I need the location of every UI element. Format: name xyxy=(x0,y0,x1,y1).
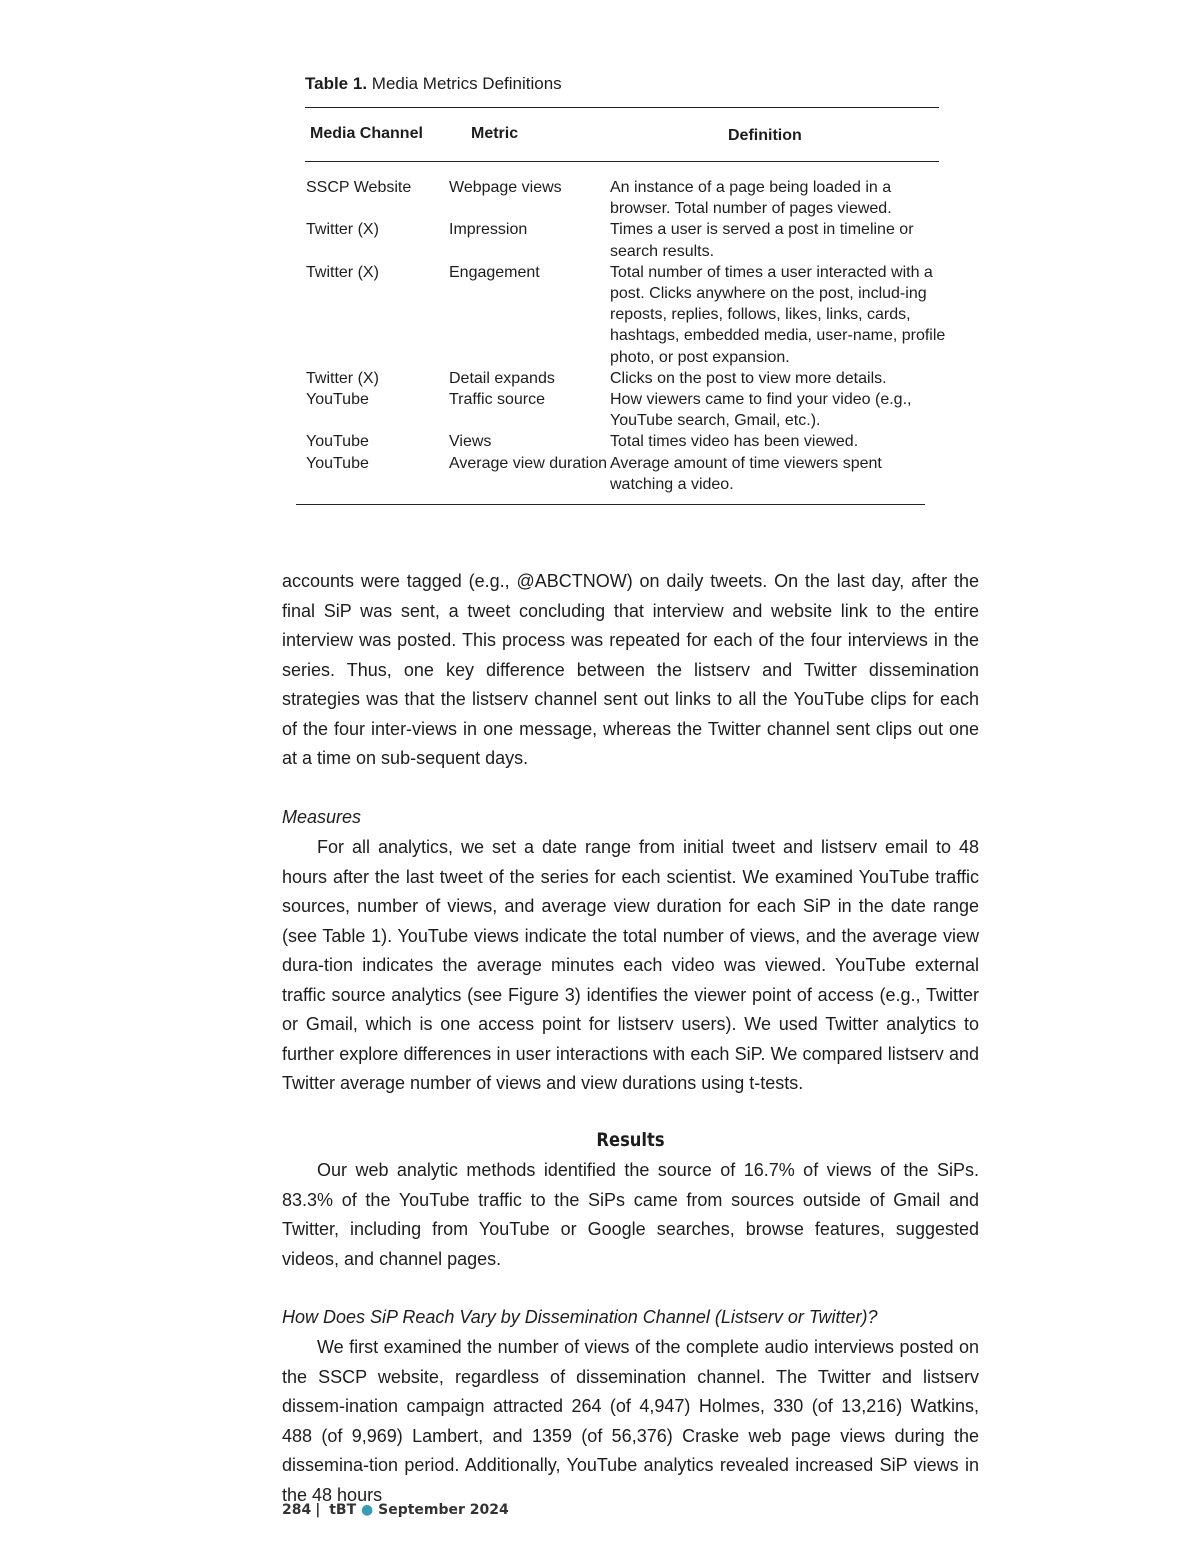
table-top-rule xyxy=(305,107,939,108)
table-cell-channel: Twitter (X) xyxy=(306,369,379,387)
table-header-rule xyxy=(305,161,939,162)
measures-heading: Measures xyxy=(282,807,362,827)
table-cell-definition: How viewers came to find your video (e.g., YouTube search, Gmail, etc.). xyxy=(610,391,912,430)
table-cell-definition: Average amount of time viewers spent watching a video. xyxy=(610,454,882,493)
table-row xyxy=(306,262,946,368)
table-cell-channel: Twitter (X) xyxy=(306,263,379,281)
table-caption-title: Media Metrics Definitions xyxy=(371,74,562,93)
paragraph-measures: For all analytics, we set a date range from initial tweet and listserv email to 48 hours after the last tweet of the series for each scientist. We examined YouTube traffic sources, number of views, and average view duration for each SiP in the date range (see Table 1). YouTube views indicate the total number of views, and the average view dura-tion indicates the average minutes each video was viewed. YouTube external traffic source analytics (see Figure 3) identifies the viewer point of access (e.g., Twitter or Gmail, which is one access point for listserv users). We used Twitter analytics to further explore differences in user interactions with each SiP. We compared listserv and Twitter average number of views and view durations using t-tests. xyxy=(282,837,979,1093)
table-cell-channel: YouTube xyxy=(306,391,369,409)
table-cell-metric: Detail expands xyxy=(449,369,555,387)
paragraph-results: Our web analytic methods identified the source of 16.7% of views of the SiPs. 83.3% of the YouTube traffic to the SiPs came from sources outside of Gmail and Twitter, including from YouTube or Google searches, browse features, suggested videos, and channel pages. xyxy=(282,1160,979,1269)
results-heading: Results xyxy=(596,1129,665,1151)
table-cell-metric: Engagement xyxy=(449,263,540,281)
table-cell-metric: Impression xyxy=(449,221,528,239)
table-cell-definition: Total number of times a user interacted with a post. Clicks anywhere on the post, includ-ing reposts, replies, follows, likes, links, cards, hashtags, embedded media, user-name, profile photo, or post expansion. xyxy=(610,263,946,366)
table-row xyxy=(306,368,946,389)
bullet-icon: ● xyxy=(361,1502,374,1518)
table-cell-metric: Webpage views xyxy=(449,179,562,196)
table-body xyxy=(306,177,946,495)
table-cell-definition: Total times video has been viewed. xyxy=(610,433,859,451)
table-cell-definition: An instance of a page being loaded in a browser. Total number of pages viewed. xyxy=(610,179,892,218)
table-cell-metric: Average view duration xyxy=(449,454,608,472)
issue-date: September 2024 xyxy=(378,1502,509,1518)
question-heading: How Does SiP Reach Vary by Dissemination Channel (Listserv or Twitter)? xyxy=(282,1307,878,1327)
paragraph-reach: We first examined the number of views of the complete audio interviews posted on the SSCP website, regardless of dissemination channel. The Twitter and listserv dissem-ination campaign attracted 264 (of 4,947) Holmes, 330 (of 13,216) Watkins, 488 (of 9,969) Lambert, and 1359 (of 56,376) Craske web page views during the dissemina-tion period. Additionally, YouTube analytics revealed increased SiP views in the 48 hours xyxy=(282,1337,979,1505)
journal-name: tBT xyxy=(329,1502,357,1518)
footer-separator: | xyxy=(315,1502,321,1518)
table-header-metric: Metric xyxy=(471,125,519,142)
table-caption-label: Table 1. xyxy=(305,74,368,93)
table-caption xyxy=(305,72,562,96)
paragraph-dissemination: accounts were tagged (e.g., @ABCTNOW) on daily tweets. On the last day, after the final SiP was sent, a tweet concluding that interview and website link to the entire interview was posted. This process was repeated for each of the four interviews in the series. Thus, one key difference between the listserv and Twitter dissemination strategies was that the listserv channel sent out links to all the YouTube clips for each of the four inter-views in one message, whereas the Twitter channel sent clips out one at a time on sub-sequent days. xyxy=(282,571,979,768)
table-header-definition: Definition xyxy=(728,127,802,144)
table-cell-channel: YouTube xyxy=(306,433,369,451)
table-cell-metric: Views xyxy=(449,433,492,451)
page-number: 284 xyxy=(282,1502,312,1518)
table-cell-metric: Traffic source xyxy=(449,391,546,409)
table-row xyxy=(306,219,946,261)
table-bottom-rule xyxy=(296,504,925,505)
table-row xyxy=(306,453,946,495)
table-cell-channel: SSCP Website xyxy=(306,179,412,196)
table-cell-definition: Times a user is served a post in timeline or search results. xyxy=(610,221,914,260)
table-cell-channel: Twitter (X) xyxy=(306,221,379,239)
table-row xyxy=(306,431,946,452)
table-cell-definition: Clicks on the post to view more details. xyxy=(610,369,887,387)
table-row xyxy=(306,389,946,431)
table-row xyxy=(306,177,946,219)
page-footer xyxy=(282,1500,509,1520)
table-header-media-channel: Media Channel xyxy=(310,125,423,142)
table-cell-channel: YouTube xyxy=(306,454,369,472)
